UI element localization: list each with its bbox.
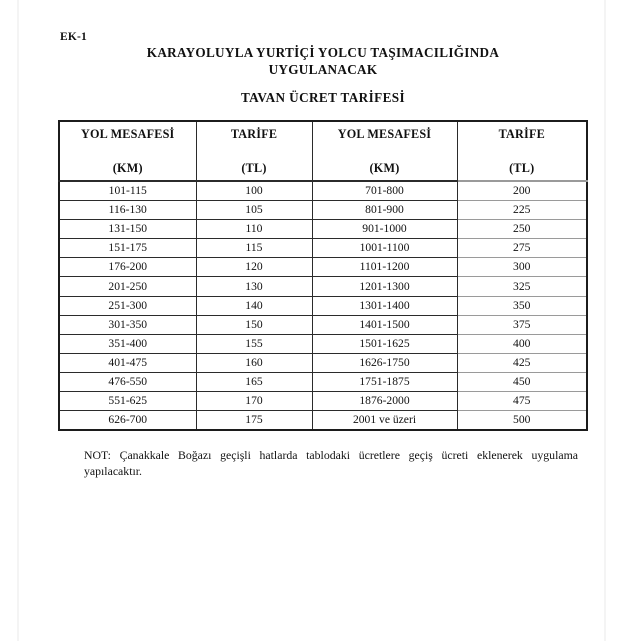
table-row — [59, 411, 587, 431]
column-header-distance-left-unit: (KM) — [112, 160, 143, 175]
cell-tariff-left: 100 — [196, 181, 312, 201]
page-title-line-2: UYGULANACAK — [268, 62, 378, 77]
cell-distance-right: 2001 ve üzeri — [312, 411, 457, 431]
cell-distance-right: 1751-1875 — [312, 372, 457, 391]
cell-distance-left: 201-250 — [59, 277, 196, 296]
page-subtitle: TAVAN ÜCRET TARİFESİ — [240, 90, 406, 105]
cell-tariff-right: 375 — [457, 315, 587, 334]
cell-tariff-right: 350 — [457, 296, 587, 315]
cell-tariff-right: 450 — [457, 372, 587, 391]
cell-tariff-right: 300 — [457, 258, 587, 277]
table-row — [59, 201, 587, 220]
cell-tariff-left: 175 — [196, 411, 312, 431]
cell-tariff-right: 425 — [457, 353, 587, 372]
cell-tariff-right: 325 — [457, 277, 587, 296]
column-header-tariff-right-name: TARİFE — [498, 126, 545, 141]
cell-distance-right: 1501-1625 — [312, 334, 457, 353]
cell-tariff-left: 165 — [196, 372, 312, 391]
cell-tariff-left: 155 — [196, 334, 312, 353]
column-header-distance-right-name: YOL MESAFESİ — [337, 126, 432, 141]
table-row — [59, 258, 587, 277]
cell-distance-left: 131-150 — [59, 220, 196, 239]
cell-tariff-left: 105 — [196, 201, 312, 220]
cell-distance-left: 176-200 — [59, 258, 196, 277]
cell-distance-right: 1001-1100 — [312, 239, 457, 258]
cell-tariff-right: 200 — [457, 181, 587, 201]
cell-distance-left: 101-115 — [59, 181, 196, 201]
table-row — [59, 239, 587, 258]
cell-tariff-left: 110 — [196, 220, 312, 239]
page-title-line-1: KARAYOLUYLA YURTİÇİ YOLCU TAŞIMACILIĞINDA — [146, 45, 500, 60]
column-header-distance-left — [59, 121, 196, 181]
footnote-note: NOT: Çanakkale Boğazı geçişli hatlarda tablodaki ücretlere geçiş ücreti eklenerek uygulama yapılacaktır. — [84, 448, 578, 478]
tariff-table — [58, 120, 588, 431]
cell-distance-left: 301-350 — [59, 315, 196, 334]
table-row — [59, 353, 587, 372]
table-row — [59, 277, 587, 296]
cell-distance-right: 1301-1400 — [312, 296, 457, 315]
cell-tariff-right: 275 — [457, 239, 587, 258]
tariff-table-head — [59, 121, 587, 181]
column-header-distance-right — [312, 121, 457, 181]
column-header-tariff-left-unit: (TL) — [241, 160, 267, 175]
cell-tariff-left: 170 — [196, 392, 312, 411]
table-row — [59, 181, 587, 201]
table-row — [59, 315, 587, 334]
cell-distance-left: 151-175 — [59, 239, 196, 258]
column-header-tariff-left-name: TARİFE — [230, 126, 278, 141]
cell-distance-left: 476-550 — [59, 372, 196, 391]
cell-distance-left: 551-625 — [59, 392, 196, 411]
table-row — [59, 296, 587, 315]
cell-distance-right: 1101-1200 — [312, 258, 457, 277]
cell-distance-right: 701-800 — [312, 181, 457, 201]
cell-tariff-right: 475 — [457, 392, 587, 411]
column-header-tariff-left — [196, 121, 312, 181]
column-header-distance-right-unit: (KM) — [369, 160, 400, 175]
table-row — [59, 372, 587, 391]
cell-distance-right: 1876-2000 — [312, 392, 457, 411]
page-title — [58, 44, 588, 78]
table-row — [59, 392, 587, 411]
table-row — [59, 220, 587, 239]
cell-distance-left: 116-130 — [59, 201, 196, 220]
cell-tariff-right: 225 — [457, 201, 587, 220]
cell-tariff-right: 400 — [457, 334, 587, 353]
cell-distance-right: 1201-1300 — [312, 277, 457, 296]
tariff-table-body — [59, 181, 587, 430]
cell-distance-right: 1626-1750 — [312, 353, 457, 372]
cell-tariff-left: 130 — [196, 277, 312, 296]
column-header-tariff-right — [457, 121, 587, 181]
cell-tariff-left: 160 — [196, 353, 312, 372]
cell-tariff-left: 140 — [196, 296, 312, 315]
cell-distance-left: 401-475 — [59, 353, 196, 372]
table-header-row — [59, 121, 587, 181]
cell-tariff-right: 500 — [457, 411, 587, 431]
cell-distance-left: 351-400 — [59, 334, 196, 353]
column-header-tariff-right-unit: (TL) — [509, 160, 535, 175]
cell-tariff-right: 250 — [457, 220, 587, 239]
annex-label: EK-1 — [60, 31, 87, 43]
column-header-distance-left-name: YOL MESAFESİ — [81, 126, 175, 141]
cell-distance-right: 901-1000 — [312, 220, 457, 239]
cell-distance-right: 1401-1500 — [312, 315, 457, 334]
cell-distance-left: 251-300 — [59, 296, 196, 315]
cell-tariff-left: 115 — [196, 239, 312, 258]
cell-tariff-left: 120 — [196, 258, 312, 277]
cell-distance-right: 801-900 — [312, 201, 457, 220]
cell-distance-left: 626-700 — [59, 411, 196, 431]
table-row — [59, 334, 587, 353]
cell-tariff-left: 150 — [196, 315, 312, 334]
